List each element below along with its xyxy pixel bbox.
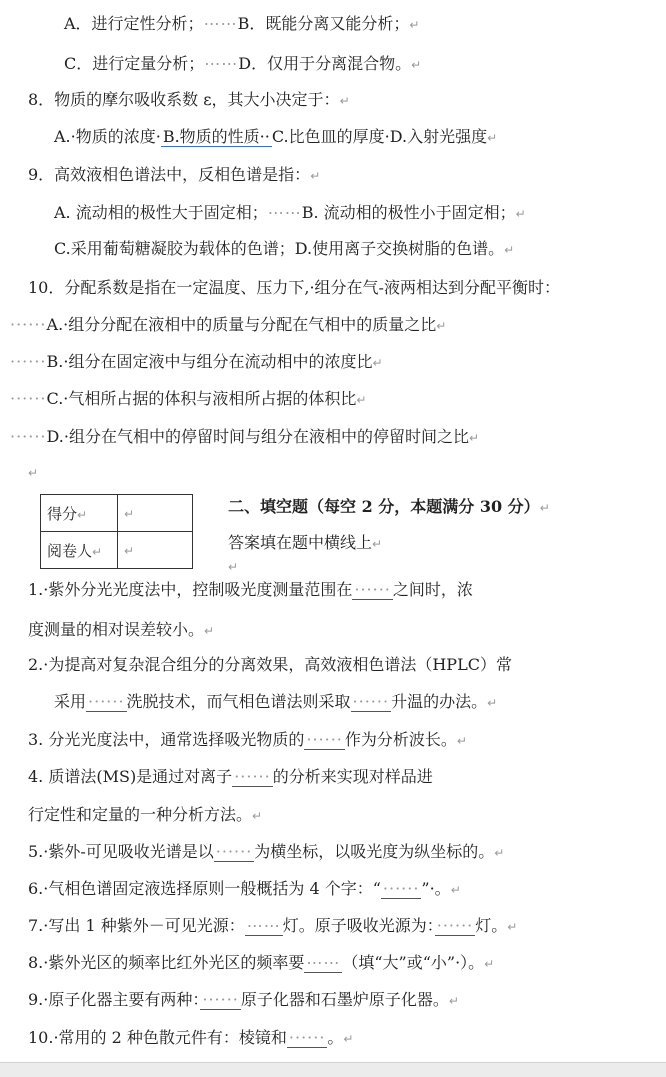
fill-q2-line2: 采用 ······ 洗脱技术，而气相色谱法则采取 ······ 升温的办法。↵: [54, 692, 498, 711]
section2-title: 二、填空题（每空 2 分，本题满分 30 分）↵: [228, 497, 550, 516]
q10-option-c: ······C.·气相所占据的体积与液相所占据的体积比↵: [10, 389, 367, 408]
fill-q1-blank[interactable]: ······: [354, 580, 391, 599]
fill-q2-line1: 2.·为提高对复杂混合组分的分离效果，高效液相色谱法（HPLC）常: [28, 655, 512, 674]
fill-q2-blank2[interactable]: ······: [352, 692, 390, 711]
q10-stem: 10．分配系数是指在一定温度、压力下,·组分在气-液两相达到分配平衡时：: [28, 278, 560, 297]
fill-q10: 10.·常用的 2 种色散元件有：棱镜和 ······ 。↵: [28, 1028, 354, 1047]
fill-q6: 6.·气相色谱固定液选择原则一般概括为 4 个字：“ ······ ”·。↵: [28, 879, 461, 898]
section2-note: 答案填在题中横线上↵: [228, 533, 383, 552]
fill-q3: 3. 分光光度法中，通常选择吸光物质的 ······ 作为分析波长。↵: [28, 730, 467, 749]
q10-option-d: ······D.·组分在气相中的停留时间与组分在液相中的停留时间之比↵: [10, 427, 480, 446]
q10-option-a: ······A.·组分分配在液相中的质量与分配在气相中的质量之比↵: [10, 315, 447, 334]
blank-paragraph: ↵: [28, 466, 39, 480]
window-bottom-edge: [0, 1062, 666, 1077]
q9-options-cd: C.采用葡萄糖凝胶为载体的色谱；D.使用离子交换树脂的色谱。↵: [54, 239, 515, 258]
q9-options-ab: A. 流动相的极性大于固定相；⋯⋯B. 流动相的极性小于固定相；↵: [54, 203, 526, 222]
fill-q1-line2: 度测量的相对误差较小。↵: [28, 620, 215, 639]
q8-options: A.·物质的浓度· B.物质的性质·· C.比色皿的厚度·D.入射光强度↵: [54, 127, 498, 146]
fill-q5: 5.·紫外-可见吸收光谱是以 ······ 为横坐标，以吸光度为纵坐标的。↵: [28, 842, 505, 861]
q8-stem: 8．物质的摩尔吸收系数 ε，其大小决定于：↵: [28, 90, 350, 109]
q9-stem: 9．高效液相色谱法中，反相色谱是指：↵: [28, 165, 321, 184]
fill-q3-blank[interactable]: ······: [306, 730, 343, 749]
fill-q10-blank[interactable]: ······: [288, 1028, 326, 1047]
grader-label-cell: 阅卷人↵: [41, 532, 118, 569]
fill-q9-blank[interactable]: ······: [202, 990, 239, 1009]
grader-value-cell[interactable]: ↵: [118, 532, 193, 569]
fill-q7-blank1[interactable]: ⋯⋯: [246, 916, 281, 935]
fill-q9: 9.·原子化器主要有两种： ······ 原子化器和石墨炉原子化器。↵: [28, 990, 459, 1009]
fill-q6-blank[interactable]: ······: [382, 879, 420, 898]
fill-q8-blank[interactable]: ⋯⋯: [306, 953, 341, 972]
blank-paragraph-2: ↵: [228, 560, 239, 574]
fill-q2-blank1[interactable]: ······: [88, 692, 125, 711]
score-table: [40, 494, 193, 569]
q7-options-ab: A．进行定性分析；⋯⋯B．既能分离又能分析；↵: [64, 14, 420, 33]
score-value-cell[interactable]: ↵: [118, 495, 193, 532]
fill-q7-blank2[interactable]: ······: [436, 916, 474, 935]
fill-q4-line2: 行定性和定量的一种分析方法。↵: [28, 805, 263, 824]
fill-q5-blank[interactable]: ······: [215, 842, 253, 861]
fill-q1-line1: 1.·紫外分光光度法中，控制吸光度测量范围在 ······ 之间时，浓: [28, 580, 473, 599]
q10-option-b: ······B.·组分在固定液中与组分在流动相中的浓度比↵: [10, 352, 383, 371]
fill-q8: 8.·紫外光区的频率比红外光区的频率要 ⋯⋯ （填“大”或“小”·）。↵: [28, 953, 495, 972]
fill-q7: 7.·写出 1 种紫外－可见光源： ⋯⋯ 灯。原子吸收光源为： ······ 灯。↵: [28, 916, 518, 935]
fill-q4-line1: 4. 质谱法(MS)是通过对离子 ······ 的分析来实现对样品进: [28, 767, 433, 786]
q7-options-cd: C．进行定量分析；⋯⋯D．仅用于分离混合物。↵: [64, 54, 422, 73]
fill-q4-blank[interactable]: ······: [234, 767, 271, 786]
score-label-cell: 得分↵: [41, 495, 118, 532]
